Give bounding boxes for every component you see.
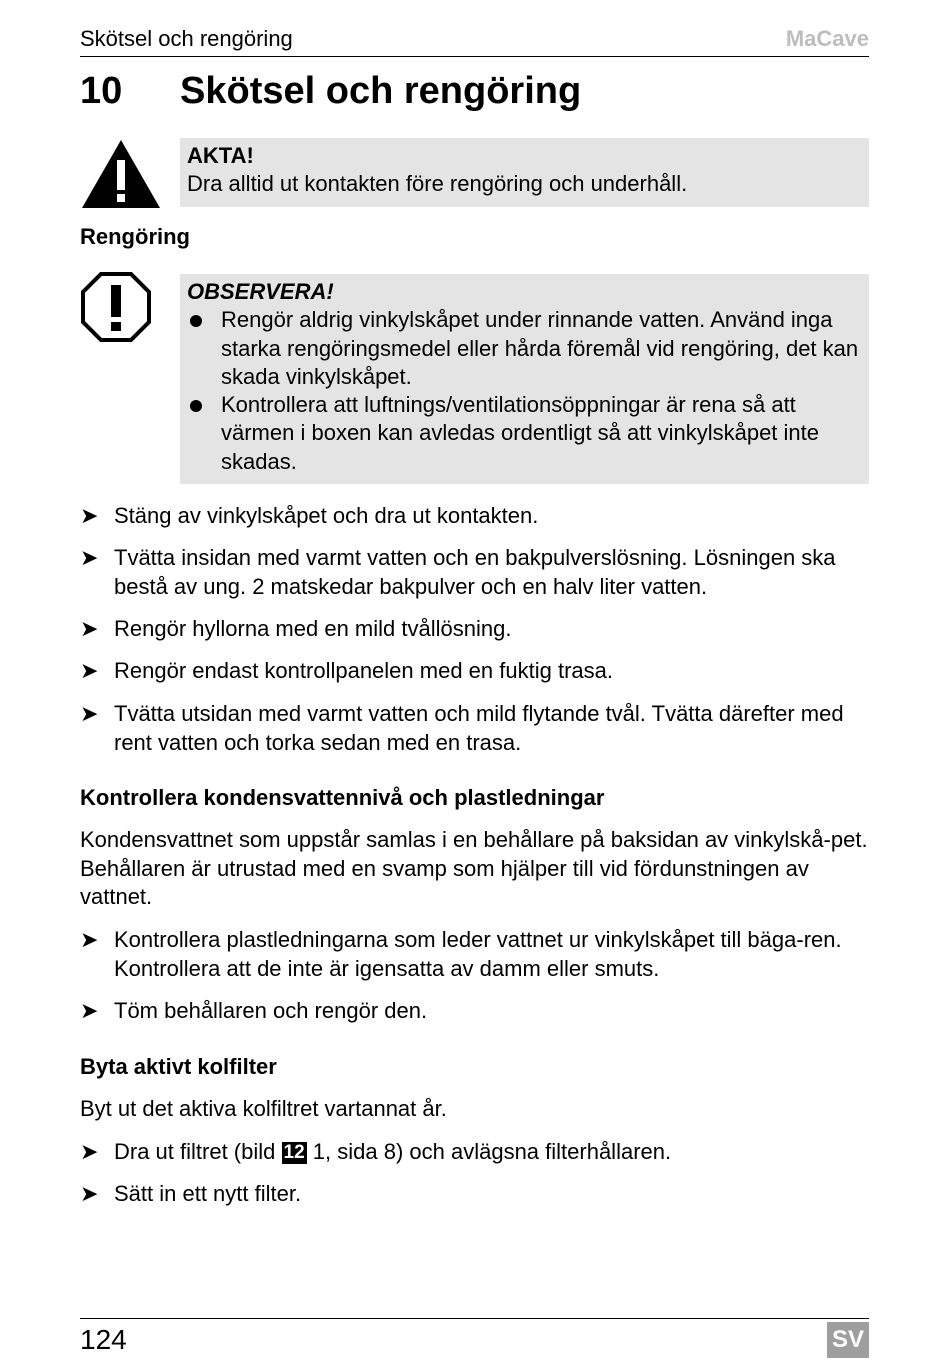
filter-step: [80, 1180, 869, 1209]
page-number: 124: [80, 1324, 127, 1355]
notice-item: [187, 391, 862, 476]
step-text: Töm behållaren och rengör den.: [114, 998, 428, 1023]
step-text: Kontrollera plastledningarna som leder vattnet ur vinkylskåpet till bäga-ren. Kontrollera att de inte är igensatta av damm eller smuts.: [114, 927, 842, 981]
figure-reference: 12: [283, 1142, 305, 1163]
step-text-after: 1, sida 8) och avlägsna filterhållaren.: [312, 1139, 672, 1164]
step-arrow-icon: ➤: [80, 998, 99, 1023]
footer-rule: [80, 1318, 869, 1319]
filter-step: [80, 1138, 869, 1167]
chapter-number: 10: [80, 70, 123, 112]
cleaning-step: [80, 615, 869, 644]
warning-triangle-icon: [80, 138, 162, 210]
bullet-icon: [190, 315, 202, 327]
step-arrow-icon: ➤: [80, 1181, 99, 1206]
step-text: Tvätta insidan med varmt vatten och en bakpulverslösning. Lösningen ska bestå av ung. 2 matskedar bakpulver och en halv liter vatten.: [114, 545, 836, 599]
step-text: Tvätta utsidan med varmt vatten och mild flytande tvål. Tvätta därefter med rent vatten och torka sedan med en trasa.: [114, 701, 844, 755]
warning-box: [180, 138, 869, 207]
notice-item-text: Rengör aldrig vinkylskåpet under rinnande vatten. Använd inga starka rengöringsmedel eller hårda föremål vid rengöring, det kan skada vinkylskåpet.: [221, 307, 859, 389]
page-header: [80, 24, 869, 57]
header-brand: MaCave: [785, 26, 869, 51]
step-text-before: Dra ut filtret (bild: [114, 1139, 276, 1164]
step-text: Sätt in ett nytt filter.: [114, 1181, 302, 1206]
header-section-title: Skötsel och rengöring: [80, 26, 293, 51]
cleaning-step: [80, 700, 869, 757]
cleaning-heading: Rengöring: [80, 224, 190, 249]
notice-title: OBSERVERA!: [187, 279, 334, 304]
cleaning-step: [80, 657, 869, 686]
condensate-intro: Kondensvattnet som uppstår samlas i en behållare på baksidan av vinkylskå-pet. Behållaren är utrustad med en svamp som hjälper till vid fördunstningen av vattnet.: [80, 827, 868, 909]
step-text: Stäng av vinkylskåpet och dra ut kontakten.: [114, 503, 539, 528]
warning-title: AKTA!: [187, 143, 254, 168]
step-arrow-icon: ➤: [80, 616, 99, 641]
step-text: [114, 1138, 869, 1167]
cleaning-step: [80, 544, 869, 601]
step-arrow-icon: ➤: [80, 503, 99, 528]
filter-heading: Byta aktivt kolfilter: [80, 1054, 277, 1079]
condensate-heading: Kontrollera kondensvattennivå och plastledningar: [80, 785, 605, 810]
step-arrow-icon: ➤: [80, 701, 99, 726]
notice-box: [180, 274, 869, 484]
filter-intro: Byt ut det aktiva kolfiltret vartannat år.: [80, 1096, 447, 1121]
step-arrow-icon: ➤: [80, 545, 99, 570]
step-arrow-icon: ➤: [80, 658, 99, 683]
condensate-step: [80, 926, 869, 983]
chapter-title: Skötsel och rengöring: [180, 70, 582, 112]
notice-octagon-icon: [80, 271, 152, 343]
warning-text: Dra alltid ut kontakten före rengöring och underhåll.: [187, 171, 688, 196]
condensate-step: [80, 997, 869, 1026]
step-text: Rengör hyllorna med en mild tvållösning.: [114, 616, 512, 641]
notice-item: [187, 306, 862, 391]
step-arrow-icon: ➤: [80, 1139, 99, 1164]
language-badge: SV: [827, 1322, 869, 1358]
bullet-icon: [190, 400, 202, 412]
cleaning-step: [80, 502, 869, 531]
step-arrow-icon: ➤: [80, 927, 99, 952]
step-text: Rengör endast kontrollpanelen med en fuktig trasa.: [114, 658, 613, 683]
notice-item-text: Kontrollera att luftnings/ventilationsöppningar är rena så att värmen i boxen kan avledas ordentligt så att vinkylskåpet inte skadas.: [221, 392, 819, 474]
